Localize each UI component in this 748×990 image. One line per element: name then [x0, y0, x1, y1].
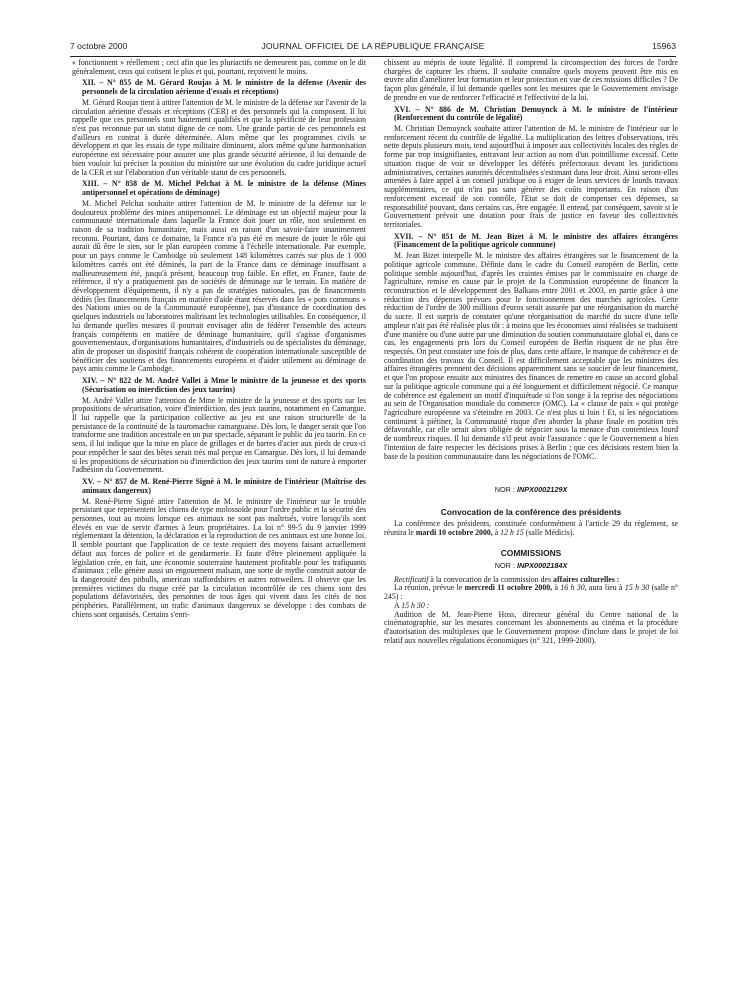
question-xii-body: M. Gérard Roujas tient à attirer l'attention de M. le ministre de la défense sur l'avenir de la circulation aérienne d'essais et réceptions (CER) et des personnels qui la composent. Il lui rappelle que ces personnels sont hautement qualifiés et que la spécificité de leur profession n'est pas reconnue par un statut digne de ce nom. Une grande partie de ces personnels est d'ailleurs en contrat à durée déterminée. Alors même que les programmes civils se développent et que les essais de type militaire diminuent, alors même qu'une harmonisation européenne est nécessaire pour assurer une plus grande sécurité aérienne, il lui demande de bien vouloir lui préciser la position du ministère sur une évolution du cadre juridique actuel de la CER et sur l'élaboration d'un véritable statut de ces personnels. — [72, 97, 366, 177]
convocation-date: mardi 10 octobre 2000, — [415, 527, 493, 537]
reunion-old-time: 16 h 30, — [560, 583, 587, 593]
convocation-connector: à — [494, 527, 499, 537]
reunion-text: La réunion, prévue le — [394, 583, 463, 593]
nor-label: NOR : — [494, 485, 515, 495]
nor-label: NOR : — [494, 560, 515, 570]
continued-paragraph: chissent au mépris de toute légalité. Il comprend la circonspection des forces de l'ordre chargées de capturer les chiens. Il souhaite connaître quels moyens peuvent être mis en œuvre afin d'améliorer leur formation et leur protection en vue de ces missions difficiles ? De façon plus générale, il lui demande quelles sont les mesures que le Gouvernement envisage de prendre en vue de renforcer l'efficacité et l'effectivité de la loi. — [384, 58, 678, 102]
question-xiii-title: XIII. – N° 858 de M. Michel Pelchat à M. le ministre de la défense (Mines antipersonnel et opérations de déminage) — [82, 179, 366, 198]
reunion-text-2: aura lieu à — [589, 583, 623, 593]
commission-name: affaires culturelles : — [553, 574, 620, 584]
convocation-text: La conférence des présidents, constituée conformément à l'article 29 du règlement, se réunira le — [384, 518, 678, 537]
right-column — [384, 59, 678, 645]
header-rule — [70, 56, 676, 57]
question-xvii-body: M. Jean Bizet interpelle M. le ministre des affaires étrangères sur le financement de la politique agricole commune. Définie dans le cadre du Conseil européen de Berlin, cette politique semble aujourd'hui, d'après les craintes émises par le commissaire en charge de l'agriculture, remise en cause par le projet de la Commission européenne de financer la reconstruction et le développement des Balkans entre 2001 et 2003, en partie grâce à une réduction des dépenses prévues pour le fonctionnement des marchés agricoles. Cette réduction de l'ordre de 300 millions d'euros serait assurée par une réorganisation du marché du sucre. Il est surpris de constater qu'une réorganisation du marché du sucre d'une telle ampleur n'ait pas été réalisée plus tôt : à moins que les économies ainsi réalisées se traduisent d'une manière ou d'une autre par une diminution du soutien communautaire global et, dans ce cas, les engagements pris lors du Conseil européen de Berlin risquent de ne plus être respectés. On peut constater une fois de plus, dans cette affaire, le manque de cohérence et de coordination des travaux du Conseil. Il est difficilement acceptable que les ministres des affaires étrangères prennent des décisions apparemment sans se soucier de leur financement, et que l'on propose ensuite aux ministres des finances de remettre en cause un accord global sur la politique agricole commune qui a été longuement et difficilement négocié. Ce manque de cohérence est également un motif d'inquiétude si l'on songe à la reprise des négociations au sein de l'Organisation mondiale du commerce (OMC). La « clause de paix » qui protège l'agriculture européenne va s'éteindre en 2003. Ce n'est plus si loin ! Et, si les négociations continuent à piétiner, la Communauté risque d'en aborder la phase finale en position très défavorable, car elle serait alors obligée de négocier sous la menace d'un contentieux lourd de nombreux risques. Il lui demande s'il peut avoir l'assurance : que le Gouvernement a bien l'intention de faire respecter les décisions prises à Berlin ; que ces décisions restent bien la base de la position communautaire dans les négociations de l'OMC. — [384, 251, 678, 461]
question-xvi-body: M. Christian Demuynck souhaite attirer l'attention de M. le ministre de l'intérieur sur le renforcement récent du contrôle de légalité. La multiplication des lettres d'observations, très nette depuis plusieurs mois, tend aujourd'hui à imposer aux collectivités locales des règles de forme par trop insignifiantes, entravant leur action au nom d'un pointillisme excessif. Cette situation risque de voir se développer les déférés préfectoraux devant les juridictions administratives, certaines autorités décentralisées s'estimant dans leur droit. Ainsi seront-elles amenées à faire appel à un conseil juridique ou à exiger de leurs services de lourds travaux supplémentaires, ce qui n'ira pas sans générer des coûts importants. En raison d'un renforcement excessif de son contrôle, l'Etat se doit de compenser ces dépenses, sa responsabilité pouvant, dans certains cas, être engagée. Il entend, par conséquent, savoir si le Gouvernement prévoit une dotation pour frais de justice en faveur des collectivités territoriales. — [384, 124, 678, 229]
publication-date: 7 octobre 2000 — [70, 41, 128, 51]
question-xv-body: M. René-Pierre Signé attire l'attention de M. le ministre de l'intérieur sur le trouble persistant que représentent les chiens de type molossoïde pour l'ordre public et la sécurité des personnes, tout au moins lorsque ces animaux ne sont pas maîtrisés, voire lorsqu'ils sont élevés en vue de servir d'armes à leurs propriétaires. La loi n° 99-5 du 9 janvier 1999 réglementant la détention, la déclaration et la reproduction de ces animaux est une bonne loi. Il semble pourtant que l'application de ce texte requiert des moyens faisant actuellement défaut aux forces de police et de gendarmerie. Et faute d'être pleinement appliquée la législation crée, en fait, une économie souterraine hautement profitable pour les trafiquants d'animaux ; elle génère aussi un engouement malsain, une sorte de mythe construit autour de la dangerosité des pitbulls, american staffordshires et autres rottweilers. Il observe que les premières victimes du risque créé par la circulation incontrôlée de ces chiens sont des populations défavorisées, des personnes de tous âges qui vivent dans les cités de nos périphéries. Parallèlement, un trafic d'animaux dangereux se développe : des combats de chiens sont organisés. Certains s'enri- — [72, 496, 366, 619]
continued-paragraph: « fonctionnent » réellement ; ceci afin que les pluriactifs ne demeurent pas, comme on le dit généralement, ceux qui cotisent le plus et qui, pourtant, reçoivent le moins. — [72, 58, 366, 76]
question-xvi-title: XVI. – N° 886 de M. Christian Demuynck à M. le ministre de l'intérieur (Renforcement du contrôle de légalité) — [394, 104, 678, 123]
page-number: 15963 — [652, 41, 676, 51]
left-column — [72, 59, 366, 620]
commissions-heading: COMMISSIONS — [500, 548, 562, 559]
journal-title: JOURNAL OFFICIEL DE LA RÉPUBLIQUE FRANÇAISE — [261, 41, 485, 51]
question-xiv-body: M. André Vallet attire l'attention de Mme le ministre de la jeunesse et des sports sur les propositions de sécurisation, voire d'interdiction, des jeux taurins, notamment en Camargue. Il lui rappelle que la participation collective au jeu est une raison structurelle de la persistance de la continuité de la tauromachie camarguaise. Dès lors, le danger serait que l'on transforme une tradition ancestrale en un pur spectacle, séparant le public du jeu taurin. En ce sens, il lui indique que la mise en place de grillages et de barres d'acier aux pieds de ceux-ci pour empêcher le saut des bêtes serait très mal perçue en Camargue. Dès lors, il lui demande si les propositions de sécurisation ou d'interdiction des jeux taurins sont de nature à emporter l'adhésion du Gouvernement. — [72, 395, 366, 475]
rectificatif-label: Rectificatif — [394, 574, 429, 584]
nor-reference — [384, 562, 678, 571]
reunion-room: (salle n° 245) : — [384, 583, 679, 602]
agenda-label: A — [394, 600, 400, 610]
nor-code: INPX0002184X — [517, 560, 568, 570]
convocation-paragraph — [384, 520, 678, 537]
reunion-connector: à — [554, 583, 558, 593]
rectificatif-text: à la convocation de la commission des — [430, 574, 552, 584]
question-xiii-body: M. Michel Pelchat souhaite attirer l'attention de M. le ministre de la défense sur le douloureux problème des mines antipersonnel. Le déminage est un objectif majeur pour la communauté internationale dans laquelle la France doit jouer un rôle, non seulement en raison de sa tradition humanitaire, mais aussi en raison d'un savoir-faire unanimement reconnu. Pourtant, dans ce domaine, la France n'a pas été en mesure de jouer le rôle qui aurait dû être le sien, sur le plan européen comme à l'échelle internationale. Par exemple, pour un pays comme le Cambodge où seulement 148 kilomètres carrés sur plus de 1 000 kilomètres carrés ont été déminés, la part de la France dans ce déminage insuffisant a malheureusement été, jusqu'à présent, beaucoup trop faible. En effet, en France, faute de référence, il n'y a pratiquement pas de sociétés de déminage sur le terrain. En matière de développement d'équipements, il n'y a pas de stratégies nationales, pas de financements dédiés (les financements français en matière d'aide étant réservés dans les « pots communs » des Nations unies ou de la Communauté européenne), pas d'instance de coordination des quelques industriels ou laboratoires maîtrisant les technologies utilisables. En conséquence, il lui demande quelles mesures il pourrait envisager afin de fédérer l'ensemble des acteurs français compétents en matière de déminage humanitaire, qu'il s'agisse d'organismes gouvernementaux, d'organisations humanitaires, d'industriels ou de spécialistes du déminage, afin de proposer un dispositif français cohérent de coopération internationale susceptible de bénéficier des soutiens et des financements européens et d'aider utilement au déminage de pays amis comme le Cambodge. — [72, 198, 366, 374]
question-xiv-title: XIV. – N° 822 de M. André Vallet à Mme le ministre de la jeunesse et des sports (Sécurisation ou interdiction des jeux taurins) — [82, 376, 366, 394]
reunion-paragraph — [384, 584, 678, 601]
reunion-new-time: 15 h 30 — [624, 583, 650, 593]
question-xvii-title: XVII. – N° 851 de M. Jean Bizet à M. le ministre des affaires étrangères (Financement de la politique agricole commune) — [394, 231, 678, 250]
hearing-paragraph: Audition de M. Jean-Pierre Hoss, directeur général du Centre national de la cinématographie, sur les mesures concernant les abonnements au cinéma et la procédure d'autorisation des multiplexes que le Gouvernement propose d'inclure dans le projet de loi relatif aux nouvelles régulations économiques (n° 321, 1999-2000). — [384, 609, 678, 645]
question-xii-title: XII. – N° 855 de M. Gérard Roujas à M. le ministre de la défense (Avenir des personnels de la circulation aérienne d'essais et réceptions) — [82, 78, 366, 97]
question-xv-title: XV. – N° 857 de M. René-Pierre Signé à M. le ministre de l'intérieur (Maîtrise des animaux dangereux) — [82, 477, 366, 495]
nor-code: INPX0002129X — [517, 485, 568, 495]
convocation-heading: Convocation de la conférence des présidents — [440, 507, 622, 518]
reunion-date: mercredi 11 octobre 2000, — [464, 583, 553, 593]
agenda-time: 15 h 30 : — [401, 600, 430, 610]
nor-reference — [384, 486, 678, 495]
convocation-time: 12 h 15 — [500, 527, 524, 537]
page-header — [70, 41, 676, 55]
convocation-location: (salle Médicis). — [525, 527, 575, 537]
